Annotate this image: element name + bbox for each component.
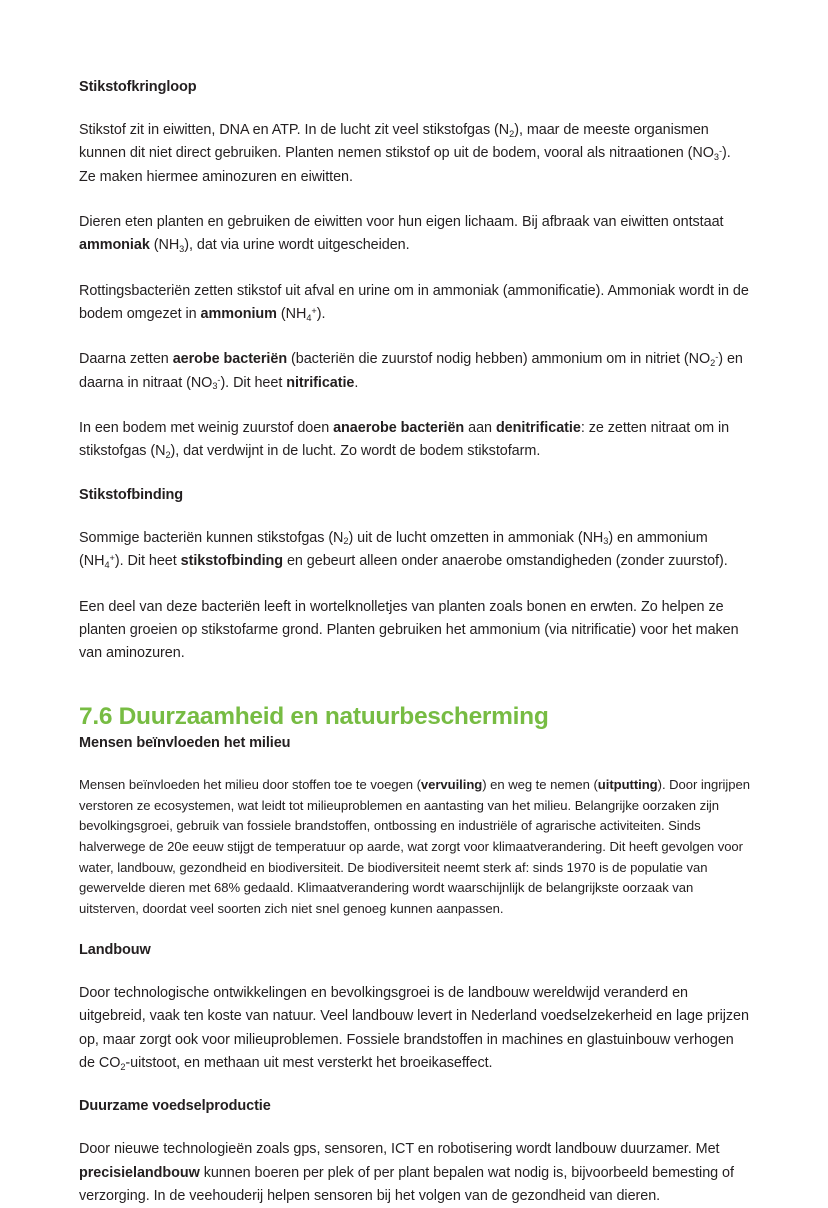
text-fragment: Mensen beïnvloeden het milieu door stoffen toe te voegen ( xyxy=(79,777,421,793)
text-fragment: ). Dit heet xyxy=(114,553,181,570)
superscript: - xyxy=(718,145,722,156)
heading-landbouw: Landbouw xyxy=(79,941,151,958)
subscript: 4 xyxy=(306,312,312,323)
heading-duurzame-voedselproductie: Duurzame voedselproductie xyxy=(79,1098,271,1115)
term-nitrificatie: nitrificatie xyxy=(286,374,355,391)
superscript: - xyxy=(715,351,719,362)
text-fragment: ) en ammonium (NH xyxy=(79,529,708,570)
term-uitputting: uitputting xyxy=(597,777,658,793)
paragraph-nitrogen-intro xyxy=(79,119,750,189)
term-ammonium: ammonium xyxy=(200,306,277,323)
subscript: 4 xyxy=(104,559,110,570)
term-stikstofbinding: stikstofbinding xyxy=(180,553,283,570)
paragraph-ammonification xyxy=(79,280,750,327)
paragraph-denitrification xyxy=(79,417,750,464)
superscript: + xyxy=(109,553,115,564)
text-fragment: Sommige bacteriën kunnen stikstofgas (N xyxy=(79,529,344,546)
subscript: 3 xyxy=(713,152,719,163)
text-fragment: (bacteriën die zuurstof nodig hebben) ammonium om in nitriet (NO xyxy=(287,351,711,368)
paragraph-fixation-definition xyxy=(79,527,750,574)
text-fragment: Stikstof zit in eiwitten, DNA en ATP. In de lucht zit veel stikstofgas (N xyxy=(79,122,510,139)
term-anaerobe-bacterien: anaerobe bacteriën xyxy=(333,420,465,437)
paragraph-human-impact xyxy=(79,775,750,920)
subscript: 2 xyxy=(165,449,171,460)
text-fragment: ), maar de meeste organismen kunnen dit niet direct gebruiken. Planten nemen stikstof op uit de bodem, vooral als nitraationen (NO xyxy=(79,122,714,162)
text-fragment: aan xyxy=(464,420,496,437)
text-fragment: ), dat verdwijnt in de lucht. Zo wordt de bodem stikstofarm. xyxy=(170,443,541,460)
text-fragment: Daarna zetten xyxy=(79,351,173,368)
subscript: 2 xyxy=(509,128,515,139)
text-fragment: kunnen boeren per plek of per plant bepalen wat nodig is, bijvoorbeeld bemesting of verzorging. In de veehouderij helpen sensoren bij het volgen van de gezondheid van dieren. xyxy=(79,1164,734,1205)
text-fragment: ) en weg te nemen ( xyxy=(482,777,598,793)
text-fragment: (NH xyxy=(276,306,307,323)
term-vervuiling: vervuiling xyxy=(420,777,483,793)
text-fragment: ). Ze maken hiermee aminozuren en eiwitten. xyxy=(79,145,731,185)
subscript: 3 xyxy=(603,536,609,547)
superscript: + xyxy=(311,306,317,317)
text-fragment: ). xyxy=(316,306,326,323)
text-fragment: ). Door ingrijpen verstoren ze ecosystemen, wat leidt tot milieuproblemen en aantasting van het milieu. Belangrijke oorzaken zijn bevolkingsgroei, gebruik van fossiele brandstoffen, ontbossing en industriële of agrarische activiteiten. Sinds halverwege de 20e eeuw stijgt de temperatuur op aarde, wat zorgt voor klimaatverandering. Dit heeft gevolgen voor water, landbouw, gezondheid en biodiversiteit. De biodiversiteit neemt sterk af: sinds 1970 is de populatie van gewervelde dieren met 68% gedaald. Klimaatverandering wordt waarschijnlijk de belangrijkste oorzaak van uitsterven, doordat veel soorten zich niet snel genoeg kunnen aanpassen. xyxy=(79,777,750,917)
section-spacer xyxy=(79,688,750,702)
text-fragment: Rottingsbacteriën zetten stikstof uit afval en urine om in ammoniak (ammonificatie). Ammoniak wordt in de bodem omgezet in xyxy=(79,282,749,323)
superscript: - xyxy=(217,374,221,385)
term-aerobe-bacterien: aerobe bacteriën xyxy=(172,351,288,368)
subscript: 2 xyxy=(710,358,716,368)
text-fragment: In een bodem met weinig zuurstof doen xyxy=(79,420,334,437)
text-fragment: (NH xyxy=(149,237,180,254)
text-fragment: ) en daarna in nitraat (NO xyxy=(79,351,743,391)
text-fragment: -uitstoot, en methaan uit mest versterkt het broeikaseffect. xyxy=(125,1054,493,1071)
text-fragment: : ze zetten nitraat om in stikstofgas (N xyxy=(79,420,730,460)
heading-mensen-beinvloeden-het-milieu: Mensen beïnvloeden het milieu xyxy=(79,734,291,751)
term-denitrificatie: denitrificatie xyxy=(495,420,581,437)
paragraph-animals-ammonia xyxy=(79,211,750,258)
heading-stikstofbinding: Stikstofbinding xyxy=(79,486,184,503)
text-fragment: ). Dit heet xyxy=(220,374,287,391)
paragraph-food-production xyxy=(79,1138,750,1208)
subscript: 3 xyxy=(179,244,185,255)
text-fragment: Door technologische ontwikkelingen en bevolkingsgroei is de landbouw wereldwijd veranderd en uitgebreid, vaak ten koste van natuur. Veel landbouw levert in Nederland voedselzekerheid en lage prijzen op, maar zorgt ook voor milieuproblemen. Fossiele brandstoffen in machines en glastuinbouw verhogen de CO xyxy=(79,984,749,1071)
paragraph-root-nodules: Een deel van deze bacteriën leeft in wortelknolletjes van planten zoals bonen en erwten. Zo helpen ze planten groeien op stikstofarme grond. Planten gebruiken het ammonium (via nitrificatie) voor het maken van aminozuren. xyxy=(79,598,739,662)
heading-stikstofkringloop: Stikstofkringloop xyxy=(79,79,197,95)
heading-section-7-6: 7.6 Duurzaamheid en natuurbescherming xyxy=(79,702,549,730)
subscript: 3 xyxy=(212,381,218,392)
subscript: 2 xyxy=(120,1061,126,1072)
text-fragment: . xyxy=(354,374,359,391)
text-fragment: Dieren eten planten en gebruiken de eiwitten voor hun eigen lichaam. Bij afbraak van eiwitten ontstaat xyxy=(79,214,724,231)
term-precisielandbouw: precisielandbouw xyxy=(79,1164,200,1181)
paragraph-agriculture xyxy=(79,982,750,1075)
paragraph-nitrification xyxy=(79,348,750,395)
term-ammoniak: ammoniak xyxy=(79,237,150,254)
text-fragment: Door nieuwe technologieën zoals gps, sensoren, ICT en robotisering wordt landbouw duurzamer. Met xyxy=(79,1141,720,1158)
text-fragment: ), dat via urine wordt uitgescheiden. xyxy=(184,237,410,254)
text-fragment: en gebeurt alleen onder anaerobe omstandigheden (zonder zuurstof). xyxy=(283,553,728,570)
subscript: 2 xyxy=(343,536,349,547)
text-fragment: ) uit de lucht omzetten in ammoniak (NH xyxy=(348,529,604,546)
